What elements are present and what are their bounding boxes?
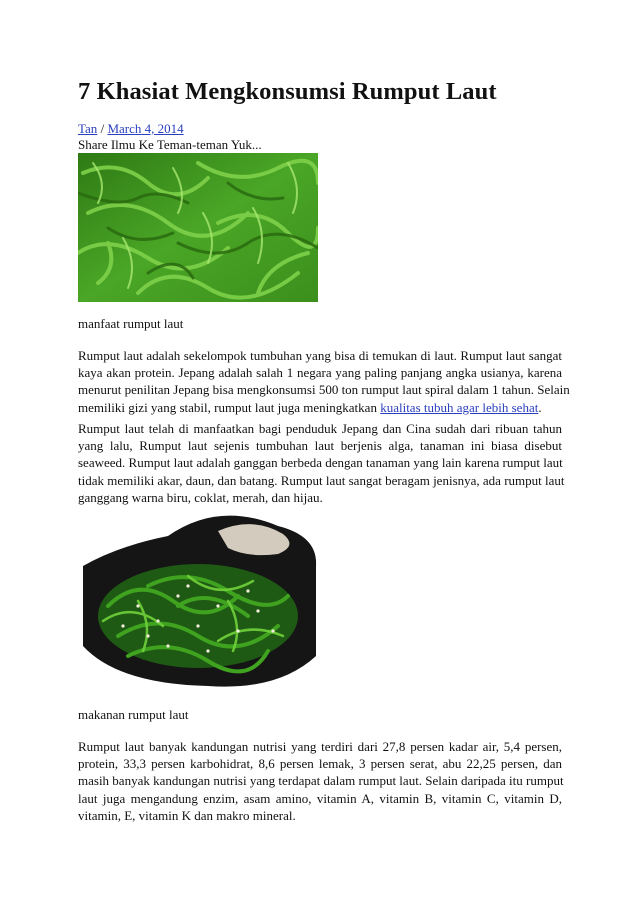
paragraph-text: .: [538, 399, 542, 415]
health-quality-link[interactable]: kualitas tubuh agar lebih sehat: [380, 399, 539, 415]
article-title: 7 Khasiat Mengkonsumsi Rumput Laut: [78, 78, 497, 105]
paragraph-line: Rumput laut telah di manfaatkan bagi penduduk Jepang dan Cina sudah dari ribuan tahun: [78, 421, 562, 436]
meta-separator: /: [100, 121, 105, 136]
paragraph-line: protein, 33,3 persen karbohidrat, 8,6 persen lemak, 3 persen serat, abu 22,25 persen, dan: [78, 756, 562, 772]
image-caption: makanan rumput laut: [78, 707, 189, 722]
paragraph-line: kaya akan protein. Jepang adalah salah 1 negara yang paling panjang angka usianya, karena: [78, 365, 562, 381]
article-meta: [78, 121, 184, 137]
seaweed-salad-photo: [78, 506, 318, 691]
paragraph-text: memiliki gizi yang stabil, rumput laut juga meningkatkan: [78, 399, 377, 415]
paragraph-line: vitamin, E, vitamin K dan makro mineral.: [78, 807, 296, 823]
paragraph-line: menurut penilitan Jepang bisa mengkonsumsi 500 ton rumput laut spiral dalam 1 tahun. Selain: [78, 382, 570, 398]
paragraph: [78, 738, 562, 824]
paragraph-line: Rumput laut adalah sekelompok tumbuhan yang bisa di temukan di laut. Rumput laut sangat: [78, 348, 562, 363]
paragraph: [78, 420, 565, 506]
paragraph-line: seaweed. Rumput laut adalah ganggan berbeda dengan tanaman yang lain karena rumput laut: [78, 455, 563, 471]
author-link[interactable]: Tan: [78, 121, 98, 136]
paragraph-line: laut juga mengandung enzim, asam amino, vitamin A, vitamin B, vitamin C, vitamin D,: [78, 790, 562, 806]
paragraph-line: masih banyak kandungan nutrisi yang terdapat dalam rumput laut. Selain daripada itu rumput: [78, 773, 564, 789]
image-caption: manfaat rumput laut: [78, 316, 184, 331]
paragraph-line: Rumput laut banyak kandungan nutrisi yang terdiri dari 27,8 persen kadar air, 5,4 persen,: [78, 739, 562, 754]
date-link[interactable]: March 4, 2014: [107, 121, 184, 136]
paragraph-line: ganggang warna biru, coklat, merah, dan hijau.: [78, 489, 323, 505]
share-text: Share Ilmu Ke Teman-teman Yuk...: [78, 137, 262, 152]
paragraph: [78, 347, 570, 416]
paragraph-line: tidak memiliki akar, daun, dan batang. Rumput laut sangat beragam jenisnya, ada rumput laut: [78, 472, 565, 488]
paragraph-line: [78, 399, 562, 416]
paragraph-line: yang lalu, Rumput laut sejenis tumbuhan laut berjenis alga, tanaman ini biasa disebut: [78, 438, 562, 454]
seaweed-photo: [78, 153, 318, 302]
